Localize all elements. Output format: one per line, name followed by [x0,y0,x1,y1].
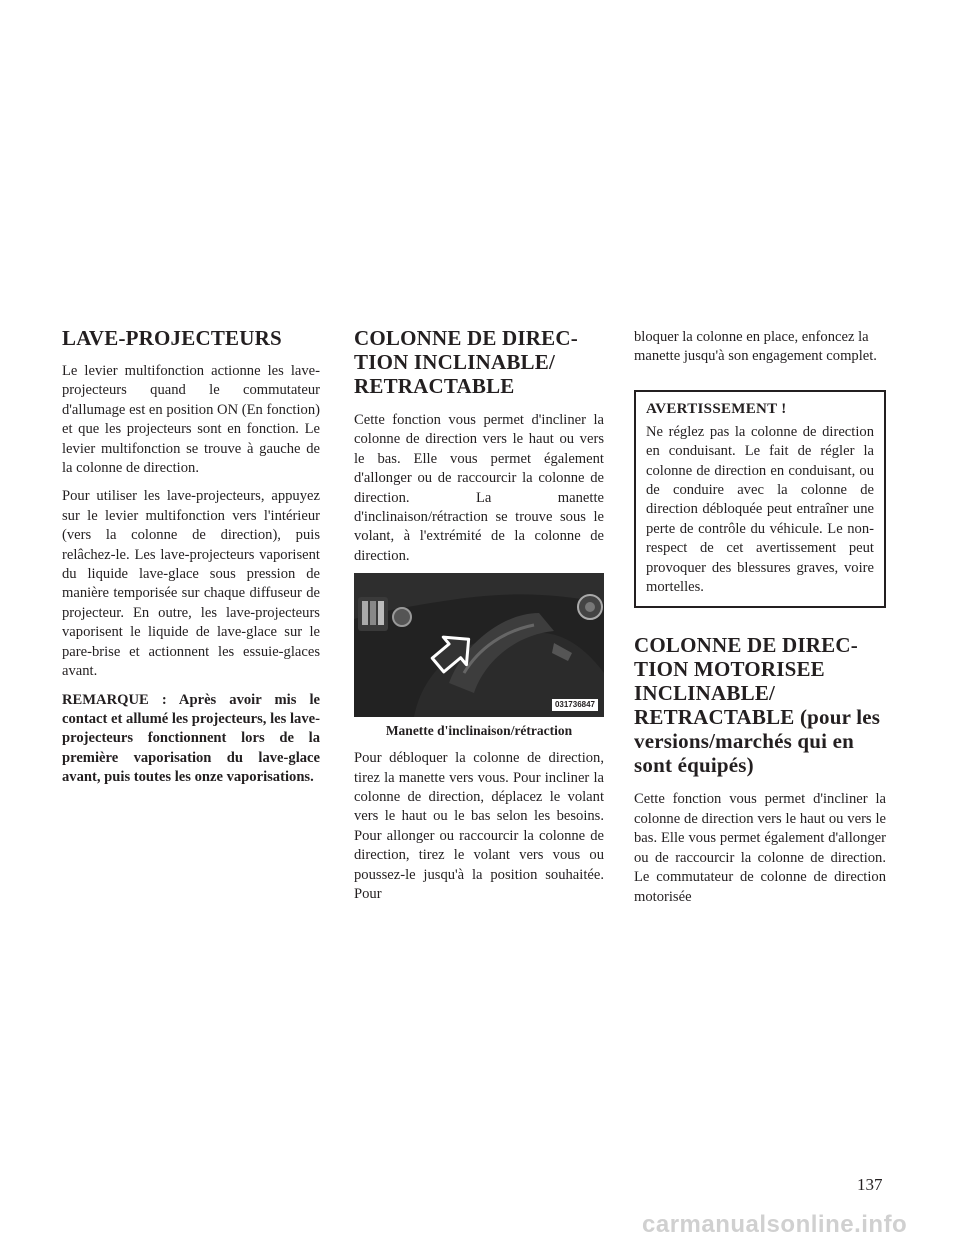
svg-text:carmanualsonline.info: carmanualsonline.info [642,1211,908,1238]
section-heading-lave-projecteurs: LAVE-PROJECTEURS [62,326,282,350]
section-heading-colonne-inclinable: COLONNE DE DIREC- TION INCLINABLE/ RETRACTABLE [354,326,578,398]
section-heading-colonne-motorisee: COLONNE DE DIREC- TION MOTORISEE INCLINABLE/ RETRACTABLE (pour les versions/marchés qui en sont équipés) [634,633,881,778]
page-number: 137 [857,1175,883,1194]
paragraph: Cette fonction vous permet d'incliner la colonne de direction vers le haut ou vers le bas. Elle vous permet également d'allonger ou de raccourcir la colonne de direction. Le commutateur de colonne de direction motorisée [634,791,886,905]
paragraph: Pour débloquer la colonne de direction, tirez la manette vers vous. Pour incliner la colonne de direction, déplacez le volant vers le haut ou le bas selon les besoins. Pour allonger ou raccourcir la colonne de direction, tirez le volant vers vous ou poussez-le jusqu'à la position souhaitée. Pour [354,750,604,903]
warning-text: Ne réglez pas la colonne de direction en conduisant. Le fait de régler la colonne de direction en conduisant, ou de conduire avec la colonne de direction débloquée peut entraîner une perte de contrôle du véhicule. Le non-respect de cet avertissement peut provoquer des blessures graves, voire mortelles. [646,423,874,596]
tilt-lever-photo [354,573,604,717]
note-remarque: REMARQUE : Après avoir mis le contact et allumé les projecteurs, les lave-projecteurs fonctionnent lors de la première vaporisation du lave-glace avant, puis toutes les onze vaporisations. [62,691,320,786]
figure-code: 031736847 [552,699,598,711]
column-middle [354,326,604,905]
column-left [62,326,320,788]
figure-caption: Manette d'inclinaison/rétraction [385,723,573,739]
watermark-logo [640,1208,952,1238]
warning-title: AVERTISSEMENT ! [646,400,787,417]
column-right [634,328,886,907]
warning-box [634,390,886,609]
paragraph: Pour utiliser les lave-projecteurs, appuyez sur le levier multifonction vers l'intérieur (vers la colonne de direction), puis relâchez-le. Les lave-projecteurs vaporisent du liquide lave-glace sous pression de manière temporisée sur chaque diffuseur de projecteur. En outre, les lave-projecteurs vaporisent le liquide de lave-glace sur le pare-brise et actionnent les essuie-glaces avant. [62,488,320,680]
paragraph: Le levier multifonction actionne les lave-projecteurs quand le commutateur d'allumage est en position ON (En fonction) et que les projecteurs sont en fonction. Le levier multifonction se trouve à gauche de la colonne de direction. [62,363,320,477]
paragraph: Cette fonction vous permet d'incliner la colonne de direction vers le haut ou vers le bas. Elle vous permet également d'allonger ou de raccourcir la colonne de direction. La manette d'inclinaison/rétraction se trouve sous le volant, à l'extrémité de la colonne de direction. [354,412,604,564]
paragraph: bloquer la colonne en place, enfoncez la manette jusqu'à son engagement complet. [634,329,877,365]
